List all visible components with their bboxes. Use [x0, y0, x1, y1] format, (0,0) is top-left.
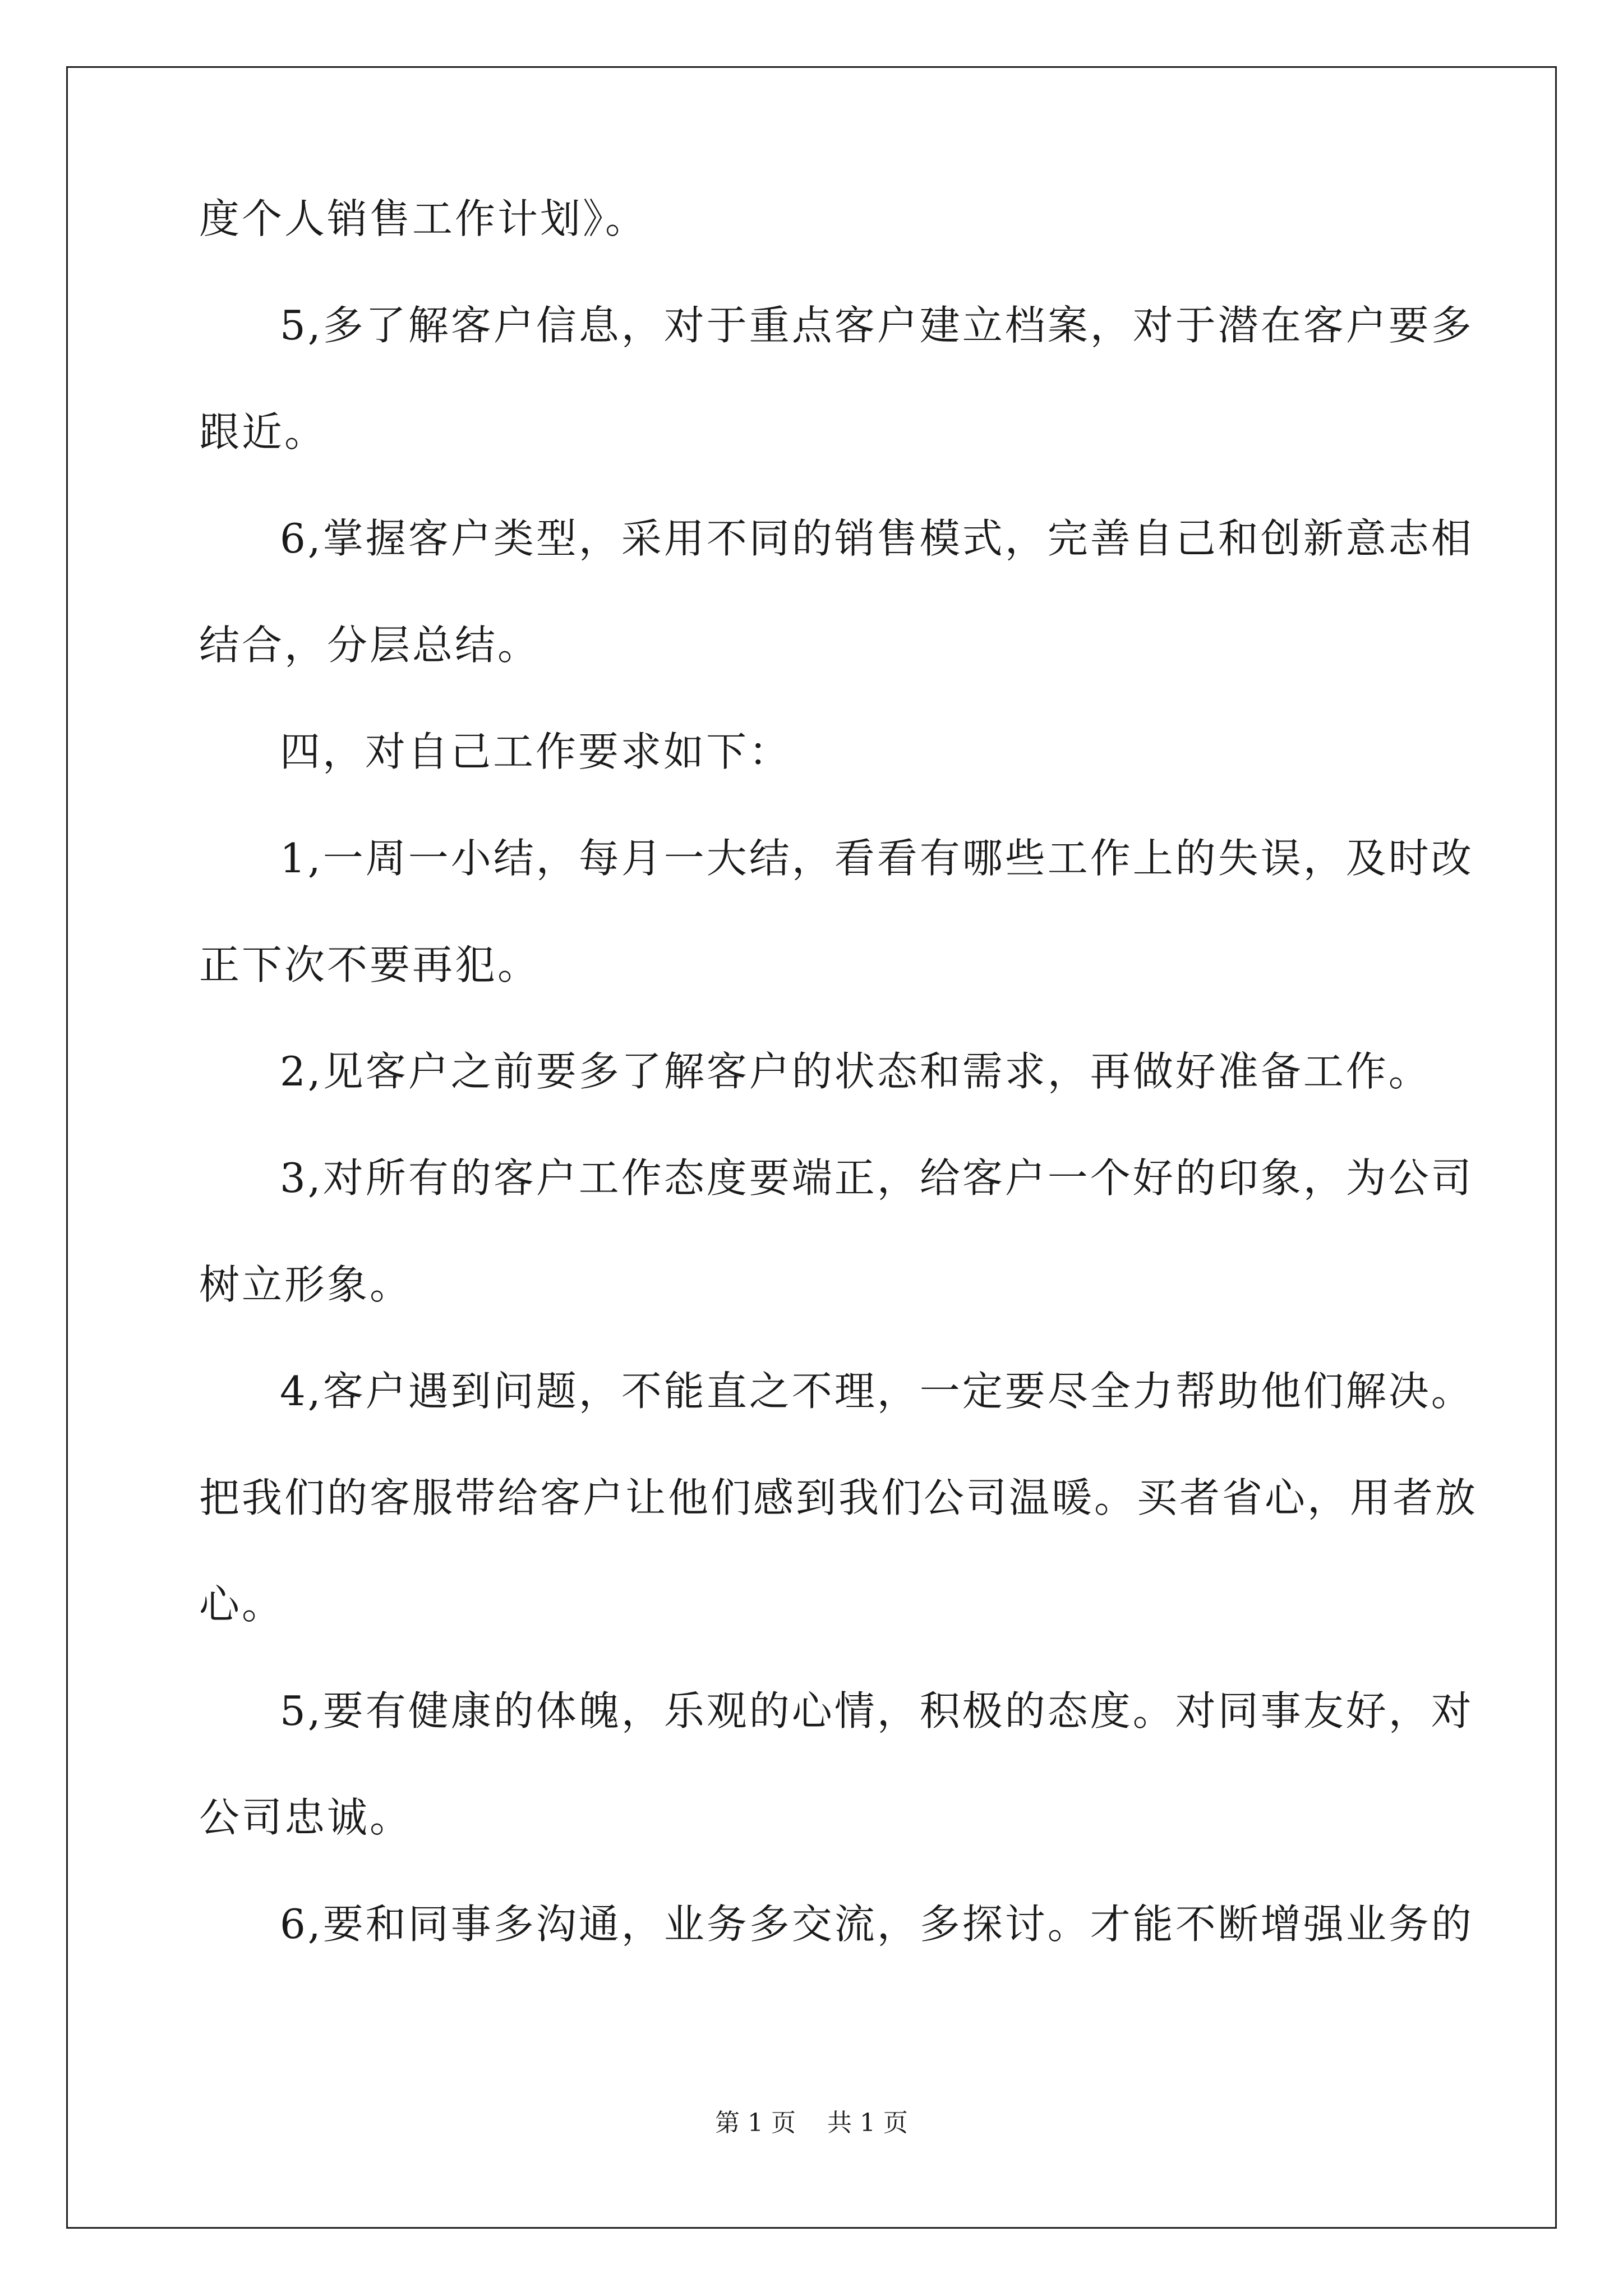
requirement-3-line-2: 树立形象。: [199, 1261, 413, 1308]
paragraph-6-line-2: 结合，分层总结。: [199, 622, 541, 669]
requirement-5-line-1: 5,要有健康的体魄，乐观的心情，积极的态度。对同事友好，对: [280, 1687, 1474, 1734]
paragraph-5-line-2: 跟近。: [199, 408, 328, 455]
requirement-1-line-1: 1,一周一小结，每月一大结，看看有哪些工作上的失误，及时改: [280, 835, 1474, 882]
requirement-1-line-2: 正下次不要再犯。: [199, 941, 541, 988]
requirement-5-line-2: 公司忠诚。: [199, 1794, 413, 1841]
paragraph-6-line-1: 6,掌握客户类型，采用不同的销售模式，完善自己和创新意志相: [280, 515, 1474, 562]
requirement-4-line-1: 4,客户遇到问题，不能直之不理，一定要尽全力帮助他们解决。: [280, 1368, 1474, 1415]
page-number: 第 1 页 共 1 页: [715, 2109, 908, 2137]
paragraph-5-line-1: 5,多了解客户信息，对于重点客户建立档案，对于潜在客户要多: [280, 302, 1474, 349]
requirement-2: 2,见客户之前要多了解客户的状态和需求，再做好准备工作。: [280, 1048, 1431, 1095]
requirement-6-line-1: 6,要和同事多沟通，业务多交流，多探讨。才能不断增强业务的: [280, 1901, 1474, 1948]
section-heading-4: 四，对自己工作要求如下：: [280, 728, 792, 775]
requirement-4-line-2: 把我们的客服带给客户让他们感到我们公司温暖。买者省心，用者放: [199, 1474, 1478, 1521]
text-line: 度个人销售工作计划》。: [199, 195, 648, 242]
requirement-3-line-1: 3,对所有的客户工作态度要端正，给客户一个好的印象，为公司: [280, 1154, 1474, 1202]
requirement-4-line-3: 心。: [199, 1581, 285, 1628]
